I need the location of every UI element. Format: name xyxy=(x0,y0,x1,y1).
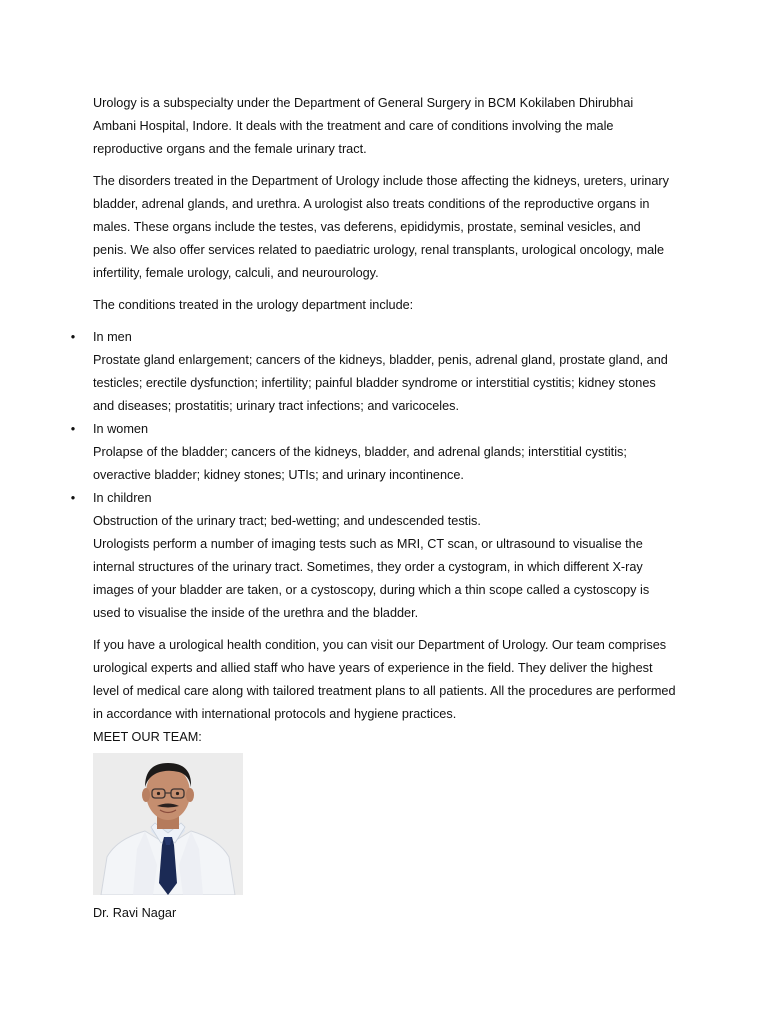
bullet-icon: • xyxy=(70,330,76,344)
intro-paragraph: Urology is a subspecialty under the Department of General Surgery in BCM Kokilaben Dhirubhai Ambani Hospital, Indore. It deals with the treatment and care of conditions involving the male reproductive organs and the female urinary tract. xyxy=(93,96,634,156)
condition-detail: Prostate gland enlargement; cancers of the kidneys, bladder, penis, adrenal gland, prostate gland, and testicles; erectile dysfunction; infertility; painful bladder syndrome or interstitial cystitis; kidney stones and diseases; prostatitis; urinary tract infections; and varicoceles. xyxy=(93,353,668,413)
condition-group-label: In men xyxy=(93,330,132,344)
team-heading: MEET OUR TEAM: xyxy=(93,730,202,744)
disorders-paragraph: The disorders treated in the Department of Urology include those affecting the kidneys, ureters, urinary bladder, adrenal glands, and urethra. A urologist also treats conditions of the reproductive organs in males. These organs include the testes, vas deferens, epididymis, prostate, seminal vesicles, and penis. We also offer services related to paediatric urology, renal transplants, urological oncology, male infertility, female urology, calculi, and neurourology. xyxy=(93,174,669,280)
condition-item-men xyxy=(70,326,678,418)
condition-item-children xyxy=(70,487,678,625)
conditions-list xyxy=(70,326,678,625)
document-page xyxy=(70,92,678,923)
bullet-icon: • xyxy=(70,491,76,505)
conditions-intro: The conditions treated in the urology department include: xyxy=(93,298,414,312)
bullet-icon: • xyxy=(70,422,76,436)
doctor-portrait-image xyxy=(93,753,243,895)
condition-detail: Obstruction of the urinary tract; bed-wetting; and undescended testis. xyxy=(93,514,481,528)
condition-group-label: In women xyxy=(93,422,149,436)
condition-group-label: In children xyxy=(93,491,152,505)
condition-item-women xyxy=(70,418,678,487)
doctor-name: Dr. Ravi Nagar xyxy=(93,906,177,920)
condition-detail: Prolapse of the bladder; cancers of the kidneys, bladder, and adrenal glands; interstitial cystitis; overactive bladder; kidney stones; UTIs; and urinary incontinence. xyxy=(93,445,627,482)
doctor-photo xyxy=(93,753,243,895)
imaging-paragraph: Urologists perform a number of imaging tests such as MRI, CT scan, or ultrasound to visualise the internal structures of the urinary tract. Sometimes, they order a cystogram, in which different X-ray images of your bladder are taken, or a cystoscopy, during which a thin scope called a cystoscopy is used to visualise the inside of the urethra and the bladder. xyxy=(93,537,650,620)
team-paragraph: If you have a urological health condition, you can visit our Department of Urology. Our team comprises urological experts and allied staff who have years of experience in the field. They deliver the highest level of medical care along with tailored treatment plans to all patients. All the procedures are performed in accordance with international protocols and hygiene practices. xyxy=(93,638,676,721)
